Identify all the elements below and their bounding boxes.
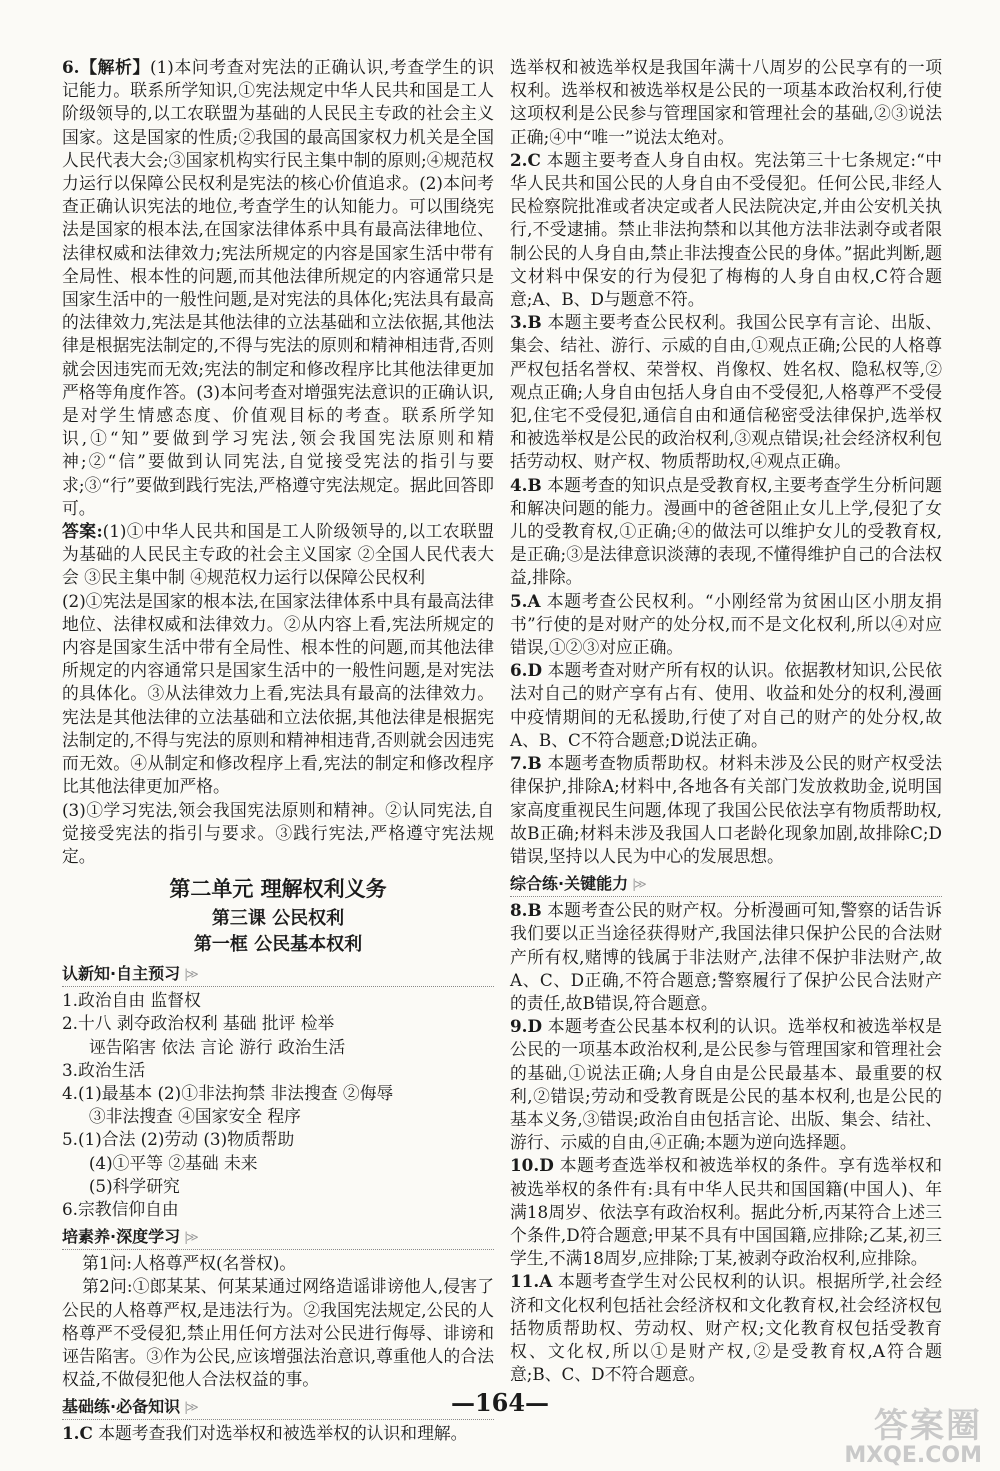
q1-label: 1.C xyxy=(62,1423,93,1444)
q8-text: 本题考查公民的财产权。分析漫画可知,警察的话告诉我们要以正当途径获得财产,我国法律只保护公民的合法财产所有权,赌博的钱属于非法财产,法律不保护非法财产,故A、C、D正确,不符合题意;警察履行了保护公民合法财产的责任,故B错误,符合题意。 xyxy=(510,900,942,1013)
q10-label: 10.D xyxy=(510,1155,554,1176)
section-comprehensive xyxy=(510,872,942,897)
watermark-bottom: MXQE.COM xyxy=(844,1443,982,1468)
frame-title: 第一框 公民基本权利 xyxy=(193,934,363,956)
preview-line: (5)科学研究 xyxy=(88,1175,180,1196)
q2-text: 本题主要考查人身自由权。宪法第三十七条规定:“中华人民共和国公民的人身自由不受侵犯。任何公民,非经人民检察院批准或者决定或者人民法院决定,并由公安机关执行,不受逮捕。禁止非法拘禁和以其他方法非法剥夺或者限制公民的人身自由,禁止非法搜查公民的身体。”据此判断,题文材料中保安的行为侵犯了梅梅的人身自由权,C符合题意;A、B、D与题意不符。 xyxy=(510,149,942,310)
section-marker-icon: |≫ xyxy=(184,967,197,982)
section-marker-icon: |≫ xyxy=(632,877,645,892)
q8 xyxy=(510,899,942,1015)
q7-text: 本题考查物质帮助权。材料未涉及公民的财产权受法律保护,排除A;材料中,各地各有关部门发放救助金,说明国家高度重视民生问题,体现了我国公民依法享有物质帮助权,故B正确;材料未涉及我国人口老龄化现象加剧,故排除C;D错误,坚持以人民为中心的发展思想。 xyxy=(510,753,942,866)
section-deep-title: 培素养·深度学习 xyxy=(62,1227,181,1247)
q10 xyxy=(510,1154,942,1270)
answer-part-3: (3)①学习宪法,领会我国宪法原则和精神。②认同宪法,自觉接受宪法的指引与要求。③践行宪法,严格遵守宪法规定。 xyxy=(62,799,494,866)
q5-text: 本题考查公民权利。“小刚经常为贫困山区小朋友捐书”行使的是对财产的处分权,而不是文化权利,所以④对应错误,①②③对应正确。 xyxy=(510,590,942,658)
q4 xyxy=(510,474,942,590)
q3 xyxy=(510,311,942,473)
answer-part-1: (1)①中华人民共和国是工人阶级领导的,以工农联盟为基础的人民民主专政的社会主义国家 ②全国人民代表大会 ③民主集中制 ④规范权力运行以保障公民权利 xyxy=(62,521,494,588)
watermark-top: 答案圈 xyxy=(874,1406,982,1446)
section-marker-icon: |≫ xyxy=(184,1230,197,1245)
q10-text: 本题考查选举权和被选举权的条件。享有选举权和被选举权的条件有:具有中华人民共和国国籍(中国人)、年满18周岁、依法享有政治权利。据此分析,丙某符合上述三个条件,D符合题意;甲某不具有中国国籍,应排除;乙某,初三学生,不满18周岁,应排除;丁某,被剥夺政治权利,应排除。 xyxy=(510,1155,942,1269)
analysis-q6 xyxy=(62,56,494,520)
q4-label: 4.B xyxy=(510,474,542,495)
section-comprehensive-title: 综合练·关键能力 xyxy=(510,874,629,894)
preview-line: 2.十八 剥夺政治权利 基础 批评 检举 xyxy=(62,1013,335,1034)
preview-line: 诬告陷害 依法 言论 游行 政治生活 xyxy=(88,1036,346,1057)
q4-text: 本题考查的知识点是受教育权,主要考查学生分析问题和解决问题的能力。漫画中的爸爸阻止女儿上学,侵犯了女儿的受教育权,①正确;④的做法可以维护女儿的受教育权,是正确;③是法律意识淡薄的表现,不懂得维护自己的合法权益,排除。 xyxy=(510,474,942,588)
q3-text: 本题主要考查公民权利。我国公民享有言论、出版、集会、结社、游行、示威的自由,①观点正确;公民的人格尊严权包括名誉权、荣誉权、肖像权、姓名权、隐私权等,②观点正确;人身自由包括人身自由不受侵犯,人格尊严不受侵犯,住宅不受侵犯,通信自由和通信秘密受法律保护,选举权和被选举权是公民的政治权利,③观点错误;社会经济权利包括劳动权、财产权、物质帮助权,④观点正确。 xyxy=(510,312,942,472)
preview-line: (4)①平等 ②基础 未来 xyxy=(88,1152,258,1173)
preview-line: 6.宗教信仰自由 xyxy=(62,1198,179,1219)
q6r-text: 本题考查对财产所有权的认识。依据教材知识,公民依法对自己的财产享有占有、使用、收益和处分的权利,漫画中疫情期间的无私援助,行使了对自己的财产的处分权,故A、B、C不符合题意;D说法正确。 xyxy=(510,660,942,750)
section-marker-icon: |≫ xyxy=(184,1400,197,1415)
q5 xyxy=(510,590,942,660)
q9-text: 本题考查公民基本权利的认识。选举权和被选举权是公民的一项基本政治权利,是公民参与管理国家和管理社会的基础,①说法正确;人身自由是公民最基本、最重要的权利,②错误;劳动和受教育既是公民的基本权利,也是公民的基本义务,③错误;政治自由包括言论、出版、集会、结社、游行、示威的自由,④正确;本题为逆向选择题。 xyxy=(510,1016,942,1153)
watermark-logo xyxy=(792,1408,982,1468)
section-deep xyxy=(62,1225,494,1250)
page-number: —164— xyxy=(450,1388,550,1417)
section-basic-title: 基础练·必备知识 xyxy=(62,1397,181,1417)
unit-title: 第二单元 理解权利义务 xyxy=(169,877,387,902)
q7-label: 7.B xyxy=(510,753,542,774)
q9-label: 9.D xyxy=(510,1016,543,1037)
q11 xyxy=(510,1270,942,1386)
preview-line: ③非法搜查 ④国家安全 程序 xyxy=(88,1106,301,1127)
answer-part-2: (2)①宪法是国家的根本法,在国家法律体系中具有最高法律地位、法律权威和法律效力。②从内容上看,宪法所规定的内容是国家生活中带有全局性、根本性的问题,而其他法律所规定的内容通常只是国家生活中的一般性问题,是对宪法的具体化。③从法律效力上看,宪法具有最高的法律效力。宪法是其他法律的立法基础和立法依据,其他法律是根据宪法制定的,不得与宪法的原则和精神相违背,否则就会因违宪而无效。④从制定和修改程序上看,宪法的制定和修改程序比其他法律更加严格。 xyxy=(62,590,494,797)
right-column xyxy=(510,56,942,1386)
basic-q1 xyxy=(62,1422,494,1445)
preview-line: 3.政治生活 xyxy=(62,1059,146,1080)
q6-label: 6.【解析】 xyxy=(62,57,151,77)
q2 xyxy=(510,149,942,311)
preview-list xyxy=(62,989,494,1221)
preview-line: 1.政治自由 监督权 xyxy=(62,990,201,1011)
q3-label: 3.B xyxy=(510,312,542,333)
answer-block xyxy=(62,520,494,590)
q2-label: 2.C xyxy=(510,149,541,170)
q11-label: 11.A xyxy=(510,1271,553,1292)
q5-label: 5.A xyxy=(510,590,541,611)
lesson-title: 第三课 公民权利 xyxy=(211,908,345,930)
section-preview xyxy=(62,962,494,987)
deep-q2: 第2问:①郎某某、何某某通过网络造谣诽谤他人,侵害了公民的人格尊严权,是违法行为。②我国宪法规定,公民的人格尊严不受侵犯,禁止用任何方法对公民进行侮辱、诽谤和诬告陷害。③作为公民,应该增强法治意识,尊重他人的合法权益,不做侵犯他人合法权益的事。 xyxy=(62,1276,494,1390)
q11-text: 本题考查学生对公民权利的认识。根据所学,社会经济和文化权利包括社会经济权和文化教育权,社会经济权包括物质帮助权、劳动权、财产权;文化教育权包括受教育权、文化权,所以①是财产权,②是受教育权,A符合题意;B、C、D不符合题意。 xyxy=(510,1271,942,1385)
section-preview-title: 认新知·自主预习 xyxy=(62,964,181,984)
preview-line: 5.(1)合法 (2)劳动 (3)物质帮助 xyxy=(62,1129,295,1150)
q1-text: 本题考查我们对选举权和被选举权的认识和理解。 xyxy=(98,1423,468,1444)
preview-line: 4.(1)最基本 (2)①非法拘禁 非法搜查 ②侮辱 xyxy=(62,1082,394,1103)
left-column xyxy=(62,56,494,1446)
q7 xyxy=(510,752,942,868)
q6r-label: 6.D xyxy=(510,660,543,681)
q8-label: 8.B xyxy=(510,900,542,921)
q6 xyxy=(510,659,942,752)
answer-label: 答案: xyxy=(62,521,103,542)
q1-continued: 选举权和被选举权是我国年满十八周岁的公民享有的一项权利。选举权和被选举权是公民的一项基本政治权利,行使这项权利是公民参与管理国家和管理社会的基础,②③说法正确;④中“唯一”说法太绝对。 xyxy=(510,57,942,147)
deep-q1: 第1问:人格尊严权(名誉权)。 xyxy=(82,1253,297,1274)
q6-text: (1)本问考查对宪法的正确认识,考查学生的识记能力。联系所学知识,①宪法规定中华人民共和国是工人阶级领导的,以工农联盟为基础的人民民主专政的社会主义国家。这是国家的性质;②我国的最高国家权力机关是全国人民代表大会;③国家机构实行民主集中制的原则;④规范权力运行以保障公民权利是宪法的核心价值追求。(2)本问考查正确认识宪法的地位,考查学生的认知能力。可以围绕宪法是国家的根本法,在国家法律体系中具有最高法律地位、法律权威和法律效力;宪法所规定的内容是国家生活中带有全局性、根本性的问题,而其他法律所规定的内容通常只是国家生活中的一般性问题,是对宪法的具体化;宪法具有最高的法律效力,宪法是其他法律的立法基础和立法依据,其他法律是根据宪法制定的,不得与宪法的原则和精神相违背,否则就会因违宪而无效;宪法的制定和修改程序比其他法律更加严格等角度作答。(3)本问考查对增强宪法意识的正确认识,是对学生情感态度、价值观目标的考查。联系所学知识,①“知”要做到学习宪法,领会我国宪法原则和精神;②“信”要做到认同宪法,自觉接受宪法的指引与要求;③“行”要做到践行宪法,严格遵守宪法规定。据此回答即可。 xyxy=(62,57,494,518)
q9 xyxy=(510,1015,942,1154)
